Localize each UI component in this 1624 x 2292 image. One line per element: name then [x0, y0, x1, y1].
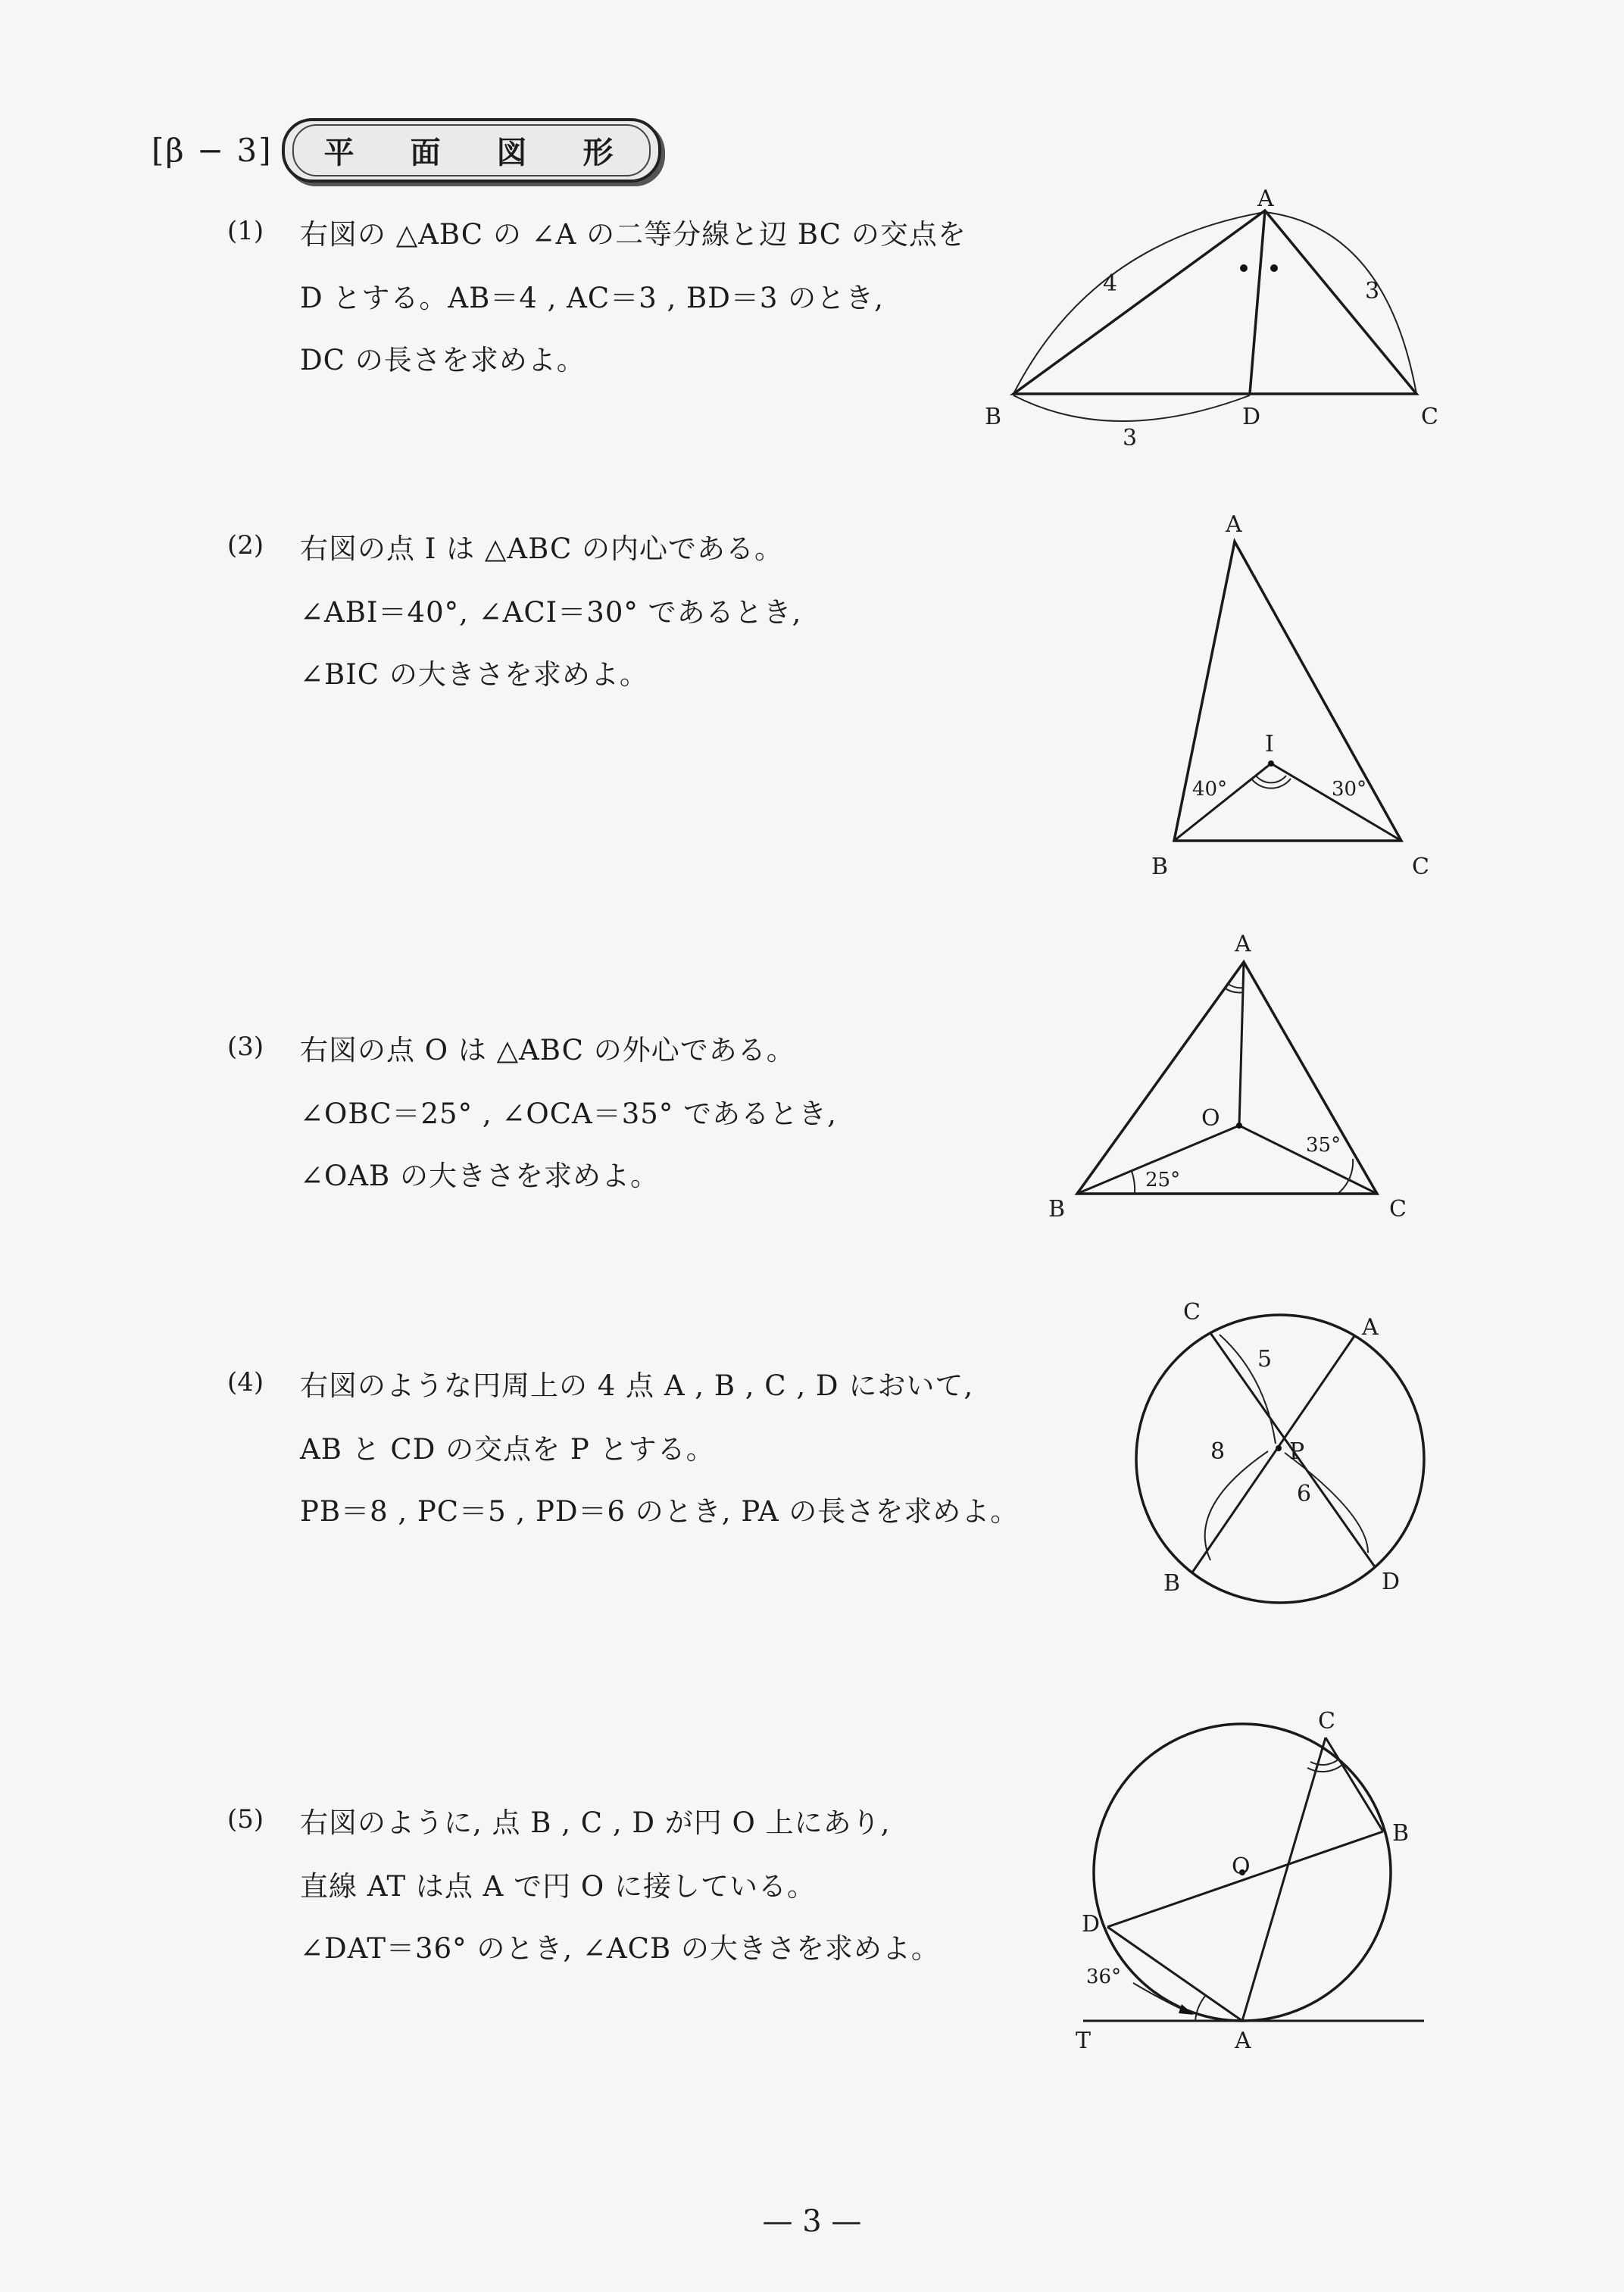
- angle-label-b: 40°: [1192, 778, 1228, 801]
- arc-pb: [1205, 1451, 1268, 1560]
- intersection-point: [1276, 1445, 1282, 1451]
- angle-arc-i: [1256, 776, 1286, 782]
- problem-number: (1): [227, 216, 264, 246]
- problem-text-line: 右図の点 O は △ABC の外心である。: [300, 1034, 795, 1066]
- label-b: B: [1163, 1570, 1181, 1597]
- length-pc: 5: [1257, 1346, 1273, 1372]
- angle-label: 36°: [1086, 1966, 1122, 1988]
- label-b: B: [1151, 854, 1169, 880]
- label-c: C: [1421, 404, 1438, 430]
- angle-mark: [1270, 264, 1278, 272]
- segment-cb: [1326, 1738, 1383, 1831]
- angle-label-b: 25°: [1145, 1169, 1181, 1191]
- figure-5-tangent-circle: [1053, 1708, 1447, 2068]
- label-o: O: [1232, 1853, 1251, 1880]
- segment-da: [1107, 1927, 1242, 2021]
- label-d: D: [1082, 1911, 1101, 1938]
- problem-text-line: ∠DAT＝36° のとき, ∠ACB の大きさを求めよ。: [300, 1932, 940, 1965]
- problem-text-line: ∠OBC＝25° , ∠OCA＝35° であるとき,: [300, 1098, 837, 1130]
- label-a: A: [1226, 511, 1242, 538]
- problem-number: (2): [227, 530, 264, 561]
- problem-text-line: ∠BIC の大きさを求めよ。: [300, 658, 648, 691]
- angle-label-c: 35°: [1306, 1134, 1341, 1157]
- segment-ci: [1271, 763, 1401, 841]
- triangle-abc: [1077, 962, 1377, 1194]
- label-c: C: [1318, 1708, 1335, 1735]
- section-title-badge: [282, 118, 662, 183]
- length-pd: 6: [1297, 1481, 1312, 1507]
- problem-text-line: 直線 AT は点 A で円 O に接している。: [300, 1870, 816, 1903]
- triangle-abc: [1013, 211, 1416, 394]
- problem-text-line: ∠ABI＝40°, ∠ACI＝30° であるとき,: [300, 596, 802, 629]
- problem-text-line: 右図の △ABC の ∠A の二等分線と辺 BC の交点を: [300, 218, 967, 251]
- problem-text-line: ∠OAB の大きさを求めよ。: [300, 1160, 660, 1192]
- segment-ac: [1242, 1738, 1326, 2021]
- segment-oa: [1239, 962, 1244, 1126]
- figure-1-angle-bisector: [977, 186, 1462, 451]
- label-a: A: [1362, 1314, 1379, 1341]
- label-d: D: [1242, 404, 1261, 430]
- section-code: [β − 3]: [151, 131, 273, 169]
- problem-number: (5): [227, 1804, 264, 1835]
- pointer-arrowhead: [1179, 2004, 1194, 2015]
- problem-text-line: 右図の点 I は △ABC の内心である。: [300, 532, 784, 565]
- angle-arc-b: [1132, 1171, 1135, 1194]
- problem-text-line: 右図のような円周上の 4 点 A , B , C , D において,: [300, 1369, 974, 1402]
- section-title: 平 面 図 形: [292, 124, 651, 176]
- label-c: C: [1389, 1196, 1407, 1223]
- length-pb: 8: [1210, 1438, 1226, 1465]
- label-b: B: [985, 404, 1002, 430]
- angle-arc-c: [1310, 1759, 1339, 1765]
- label-b: B: [1392, 1820, 1410, 1847]
- figure-3-circumcenter: [1045, 924, 1424, 1227]
- circumcenter-point: [1236, 1123, 1242, 1129]
- problem-text-line: PB＝8 , PC＝5 , PD＝6 のとき, PA の長さを求めよ。: [300, 1495, 1020, 1528]
- length-bd: 3: [1123, 425, 1138, 451]
- label-a: A: [1235, 2028, 1251, 2054]
- label-b: B: [1048, 1196, 1066, 1223]
- page-number: — 3 —: [762, 2204, 862, 2239]
- angle-mark: [1240, 264, 1248, 272]
- section-header: [151, 120, 661, 180]
- label-i: I: [1265, 731, 1274, 757]
- problem-number: (4): [227, 1367, 264, 1397]
- label-p: P: [1289, 1438, 1305, 1465]
- circle: [1136, 1315, 1424, 1603]
- problem-text-line: AB と CD の交点を P とする。: [300, 1433, 715, 1466]
- label-c: C: [1412, 854, 1429, 880]
- label-a: A: [1235, 931, 1251, 957]
- length-ac: 3: [1365, 278, 1380, 304]
- length-ab: 4: [1103, 270, 1118, 297]
- angle-arc-c: [1307, 1765, 1342, 1772]
- incenter-point: [1268, 760, 1274, 767]
- arc-bd: [1013, 395, 1250, 421]
- problem-text-line: DC の長さを求めよ。: [300, 344, 586, 376]
- label-d: D: [1382, 1569, 1401, 1595]
- label-a: A: [1257, 186, 1274, 212]
- problem-number: (3): [227, 1032, 264, 1062]
- label-o: O: [1201, 1105, 1220, 1132]
- problem-text-line: 右図のように, 点 B , C , D が円 O 上にあり,: [300, 1806, 891, 1839]
- label-t: T: [1076, 2028, 1092, 2054]
- bisector-ad: [1250, 211, 1265, 394]
- angle-label-c: 30°: [1332, 778, 1367, 801]
- figure-2-incenter: [1129, 507, 1447, 886]
- label-c: C: [1183, 1299, 1201, 1326]
- figure-4-intersecting-chords: [1083, 1288, 1447, 1621]
- problem-text-line: D とする。AB＝4 , AC＝3 , BD＝3 のとき,: [300, 282, 884, 314]
